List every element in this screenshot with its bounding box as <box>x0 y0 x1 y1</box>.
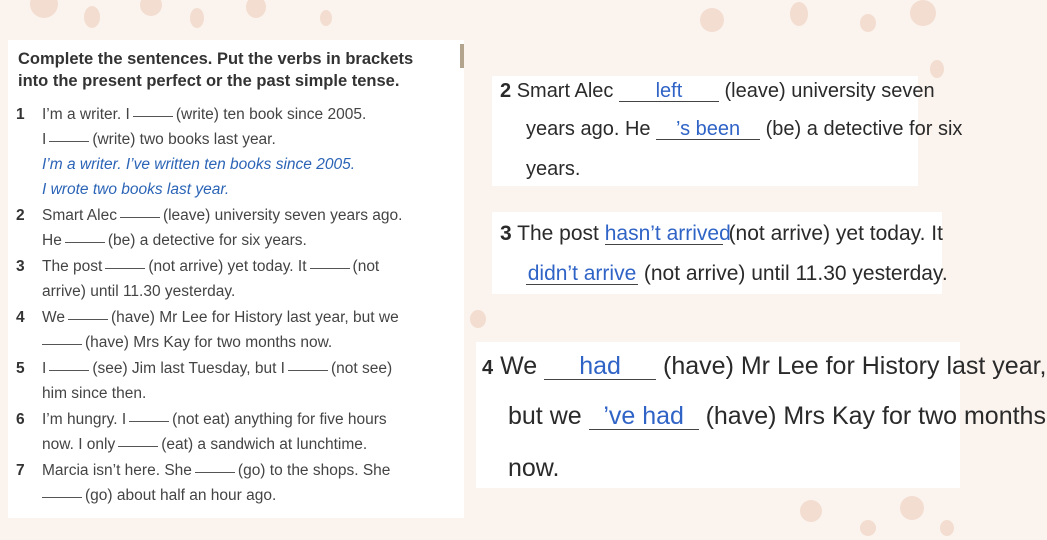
answer-number: 2 <box>500 80 512 102</box>
answer-text: hasn’t arrived <box>604 222 731 245</box>
answer-blank <box>310 267 350 269</box>
answer-line: 3 The post hasn’t arrived (not arrive) yet today. It <box>500 222 943 245</box>
sentence-line: He (be) a detective for six years. <box>42 232 307 249</box>
answer-blank <box>118 445 158 447</box>
sentence-line: We (have) Mr Lee for History last year, but we <box>42 309 399 326</box>
sentence-line: (go) about half an hour ago. <box>42 487 276 505</box>
decor-dot <box>320 10 332 26</box>
answer-line: but we ’ve had (have) Mrs Kay for two months <box>508 402 1046 430</box>
answer-blank <box>105 267 145 269</box>
answer-line: 2 Smart Alec left (leave) university seven <box>500 80 935 102</box>
sentence-line: I (write) two books last year. <box>42 131 276 148</box>
answer-line: years. <box>526 158 581 180</box>
answer-blank <box>133 115 173 117</box>
answer-panel-3 <box>492 212 948 294</box>
answer-text: didn’t arrive <box>527 262 637 285</box>
title-line-2: into the present perfect or the past simple tense. <box>18 72 400 90</box>
answer-blank <box>288 369 328 371</box>
decor-dot <box>930 60 944 78</box>
exercise-panel <box>8 40 464 518</box>
answer-number: 4 <box>482 357 494 379</box>
answer-blank <box>195 471 235 473</box>
answer-panel-4 <box>476 342 1047 488</box>
answer-text: had <box>544 354 656 380</box>
answer-blank <box>68 318 108 320</box>
decor-dot <box>940 520 954 536</box>
item-number: 5 <box>16 360 25 377</box>
answer-blank <box>49 369 89 371</box>
exercise-title <box>18 48 458 92</box>
answer-blank <box>42 496 82 498</box>
sentence-line: I (see) Jim last Tuesday, but I (not see) <box>42 360 393 377</box>
item-number: 3 <box>16 258 25 275</box>
answer-blank <box>42 343 82 345</box>
item-number: 2 <box>16 207 25 224</box>
answer-text: left <box>619 81 719 102</box>
sentence-line: I’m hungry. I (not eat) anything for five hours <box>42 411 387 428</box>
answer-line: now. <box>508 454 560 482</box>
decor-dot <box>246 0 266 18</box>
item-number: 4 <box>16 309 25 326</box>
answer-panel-2 <box>492 76 963 186</box>
title-line-1: Complete the sentences. Put the verbs in brackets <box>18 50 414 68</box>
decor-dot <box>30 0 58 18</box>
item-number: 1 <box>16 106 25 123</box>
decor-dot <box>84 6 100 28</box>
answer-blank <box>65 241 105 243</box>
decor-dot <box>470 310 486 328</box>
sentence-line: him since then. <box>42 385 147 402</box>
answer-line: years ago. He ’s been (be) a detective for six <box>526 118 963 140</box>
answer-number: 3 <box>500 222 512 245</box>
sentence-line: (have) Mrs Kay for two months now. <box>42 334 332 352</box>
decor-dot <box>860 520 876 536</box>
answer-text: ’ve had <box>589 404 699 430</box>
answer-text: ’s been <box>656 119 760 140</box>
sentence-line: I’m a writer. I (write) ten book since 2005. <box>42 106 367 123</box>
example-answer: I’m a writer. I’ve written ten books since 2005. <box>42 156 356 173</box>
decor-dot <box>190 8 204 28</box>
decor-dot <box>800 500 822 522</box>
decor-dot <box>700 8 724 32</box>
answer-blank <box>120 216 160 218</box>
answer-blank <box>49 140 89 142</box>
answer-line: didn’t arrive (not arrive) until 11.30 yesterday. <box>527 262 948 285</box>
answer-line: 4 We had (have) Mr Lee for History last year, <box>482 352 1047 380</box>
decor-dot <box>140 0 162 16</box>
sentence-line: now. I only (eat) a sandwich at lunchtime. <box>42 436 368 453</box>
answer-blank <box>129 420 169 422</box>
decor-dot <box>900 496 924 520</box>
decor-dot <box>910 0 936 26</box>
decor-dot <box>860 14 876 32</box>
decor-dot <box>790 2 808 26</box>
sentence-line: Marcia isn’t here. She (go) to the shops. She <box>42 462 391 479</box>
item-number: 6 <box>16 411 25 428</box>
sentence-line: The post (not arrive) yet today. It (not <box>42 258 380 275</box>
example-answer: I wrote two books last year. <box>42 181 230 198</box>
sentence-line: arrive) until 11.30 yesterday. <box>42 283 236 300</box>
sentence-line: Smart Alec (leave) university seven years ago. <box>42 207 403 224</box>
divider-bar <box>460 44 464 68</box>
item-number: 7 <box>16 462 25 479</box>
